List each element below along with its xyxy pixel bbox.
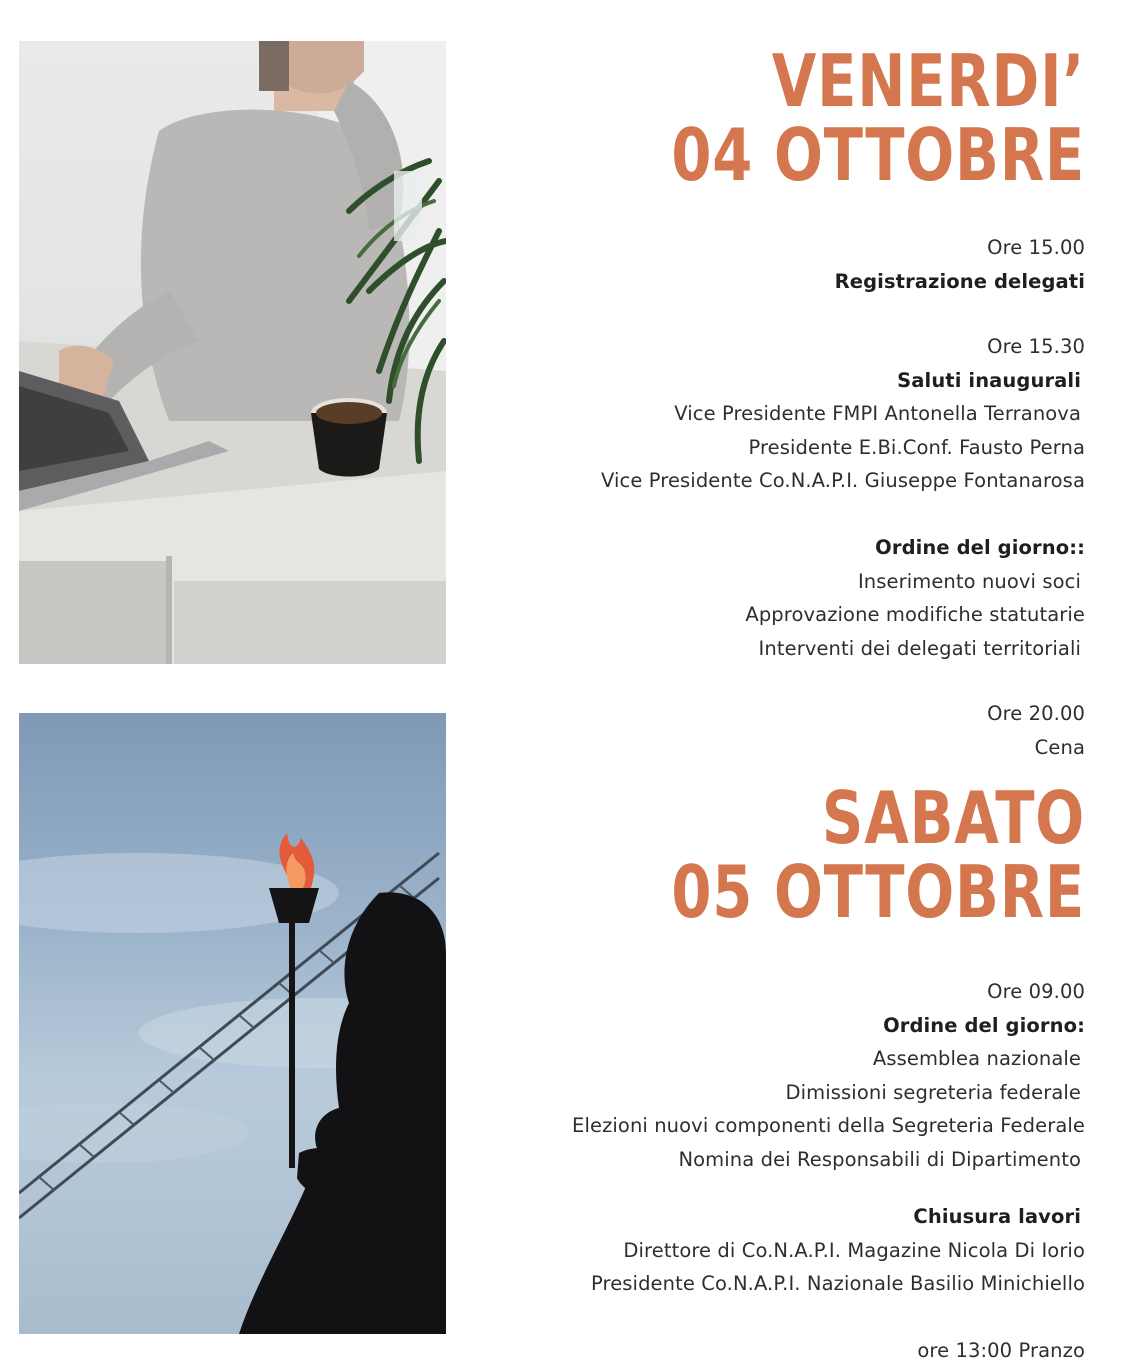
saturday-time-morning: Ore 09.00 [987,980,1085,1003]
friday-day-title: VENERDI’ [771,39,1085,123]
saturday-date-title: 05 OTTOBRE [671,850,1085,934]
saturday-agenda-title: Ordine del giorno: [883,1013,1085,1037]
friday-agenda-item: Inserimento nuovi soci [857,569,1081,593]
friday-time-greetings: Ore 15.30 [987,335,1085,358]
friday-greeting-speaker: Presidente E.Bi.Conf. Fausto Perna [748,435,1085,459]
saturday-closing-speaker: Direttore di Co.N.A.P.I. Magazine Nicola Di Iorio [623,1238,1085,1262]
friday-date-title: 04 OTTOBRE [671,113,1085,197]
friday-registration-label: Registrazione delegati [834,269,1085,293]
saturday-heading-block [568,776,1085,934]
friday-agenda-block [745,531,1085,665]
friday-greetings-block [601,330,1085,498]
friday-time-dinner: Ore 20.00 [987,702,1085,725]
saturday-agenda-item: Elezioni nuovi componenti della Segreteria Federale [572,1114,1085,1137]
construction-photo [19,713,446,1334]
office-photo [19,41,446,664]
saturday-closing-title: Chiusura lavori [913,1205,1081,1228]
friday-dinner-label: Cena [1034,735,1085,759]
friday-time-registration: Ore 15.00 [987,236,1085,259]
saturday-lunch-block [917,1334,1085,1368]
friday-registration-block [835,231,1085,298]
saturday-agenda-block [572,975,1085,1176]
office-photo-illustration [19,41,446,664]
saturday-agenda-item: Dimissioni segreteria federale [785,1080,1081,1104]
friday-greeting-speaker: Vice Presidente FMPI Antonella Terranova [674,402,1081,425]
friday-agenda-title: Ordine del giorno:: [875,536,1085,559]
construction-photo-illustration [19,713,446,1334]
saturday-agenda-item: Assemblea nazionale [872,1047,1081,1070]
saturday-agenda-item: Nomina dei Responsabili di Dipartimento [678,1147,1081,1171]
saturday-day-title: SABATO [821,776,1085,860]
friday-heading-block [568,39,1085,197]
saturday-closing-speaker: Presidente Co.N.A.P.I. Nazionale Basilio Minichiello [591,1272,1085,1295]
friday-greetings-title: Saluti inaugurali [897,368,1081,392]
saturday-lunch-label: ore 13:00 Pranzo [917,1339,1085,1362]
saturday-closing-block [591,1200,1085,1301]
friday-agenda-item: Approvazione modifiche statutarie [745,603,1085,626]
friday-agenda-item: Interventi dei delegati territoriali [758,636,1081,660]
friday-dinner-block [987,697,1085,764]
friday-greeting-speaker: Vice Presidente Co.N.A.P.I. Giuseppe Fontanarosa [601,469,1085,492]
